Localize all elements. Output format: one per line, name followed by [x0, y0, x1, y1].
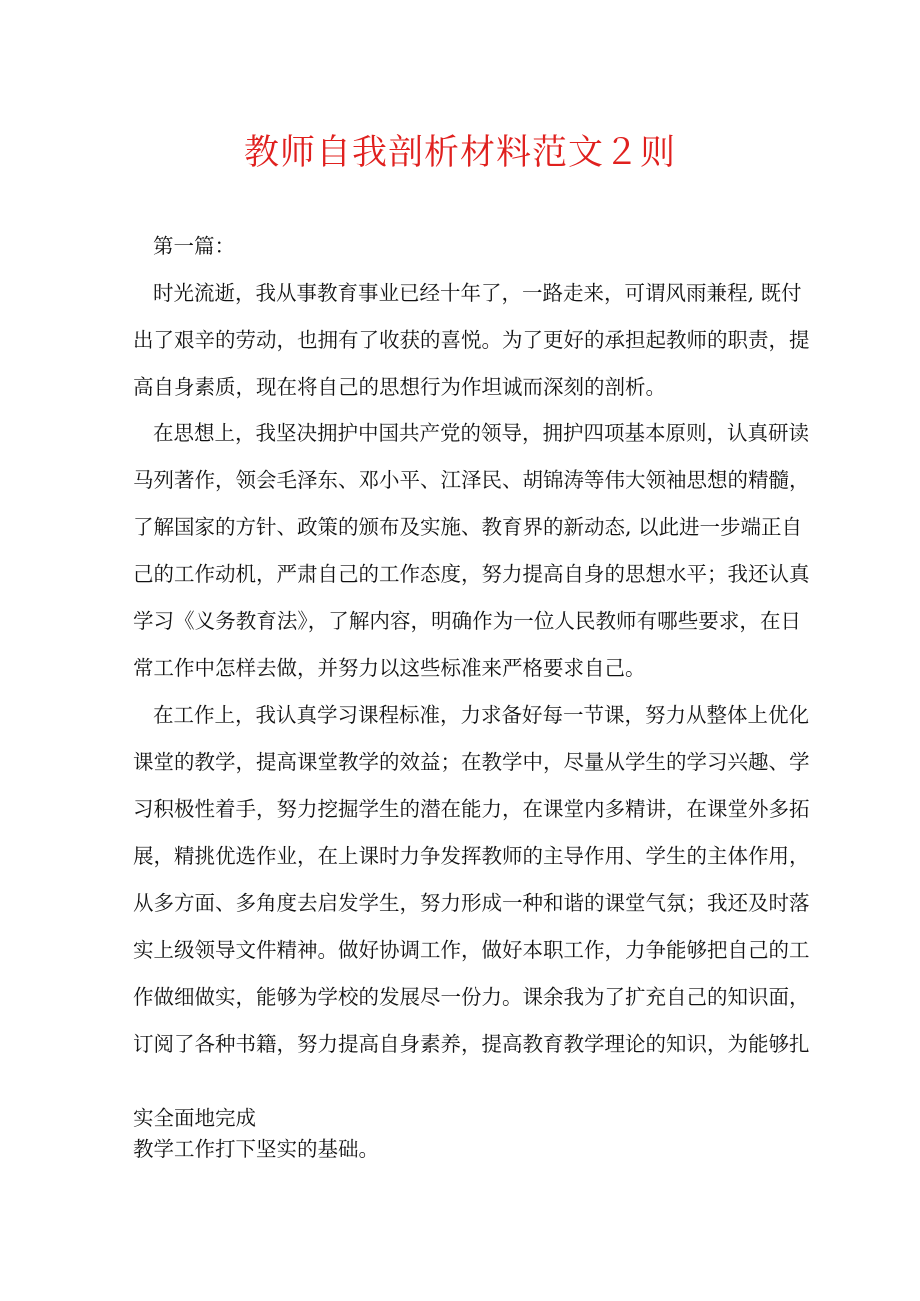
paragraph-line: 实上级领导文件精神。做好协调工作，做好本职工作，力争能够把自己的工 [133, 938, 810, 962]
paragraph-2 [133, 410, 810, 692]
paragraph-line: 订阅了各种书籍，努力提高自身素养，提高教育教学理论的知识，为能够扎 [133, 1032, 810, 1056]
paragraph-line: 己的工作动机，严肃自己的工作态度，努力提高自身的思想水平；我还认真 [133, 562, 810, 586]
paragraph-line: 常工作中怎样去做，并努力以这些标准来严格要求自己。 [133, 656, 646, 680]
paragraph-1 [133, 270, 810, 411]
paragraph-line: 在思想上，我坚决拥护中国共产党的领导，拥护四项基本原则，认真研读 [153, 421, 809, 445]
paragraph-line: 课堂的教学，提高课堂教学的效益；在教学中，尽量从学生的学习兴趣、学 [133, 750, 810, 774]
paragraph-line: 展，精挑优选作业，在上课时力争发挥教师的主导作用、学生的主体作用， [133, 844, 810, 868]
document-title: 教师自我剖析材料范文２则 [243, 133, 676, 173]
tail-line: 实全面地完成 [133, 1106, 256, 1130]
paragraph-line: 作做细做实，能够为学校的发展尽一份力。课余我为了扩充自己的知识面， [133, 985, 810, 1009]
paragraph-line: 出了艰辛的劳动，也拥有了收获的喜悦。为了更好的承担起教师的职责，提 [133, 328, 810, 352]
paragraph-line: 时光流逝，我从事教育事业已经十年了，一路走来，可谓风雨兼程, 既付 [153, 281, 802, 305]
paragraph-line: 高自身素质，现在将自己的思想行为作坦诚而深刻的剖析。 [133, 375, 666, 399]
paragraph-line: 习积极性着手，努力挖掘学生的潜在能力，在课堂内多精讲，在课堂外多拓 [133, 797, 810, 821]
paragraph-line: 学习《义务教育法》，了解内容，明确作为一位人民教师有哪些要求，在日 [133, 609, 801, 633]
section-heading: 第一篇： [153, 234, 235, 258]
paragraph-line: 马列著作，领会毛泽东、邓小平、江泽民、胡锦涛等伟大领袖思想的精髓， [133, 468, 810, 492]
paragraph-line: 从多方面、多角度去启发学生，努力形成一种和谐的课堂气氛；我还及时落 [133, 891, 810, 915]
tail-line: 教学工作打下坚实的基础。 [133, 1137, 379, 1161]
paragraph-3 [133, 692, 810, 1068]
paragraph-line: 在工作上，我认真学习课程标准，力求备好每一节课，努力从整体上优化 [153, 703, 809, 727]
paragraph-line: 了解国家的方针、政策的颁布及实施、教育界的新动态, 以此进一步端正自 [133, 515, 803, 539]
